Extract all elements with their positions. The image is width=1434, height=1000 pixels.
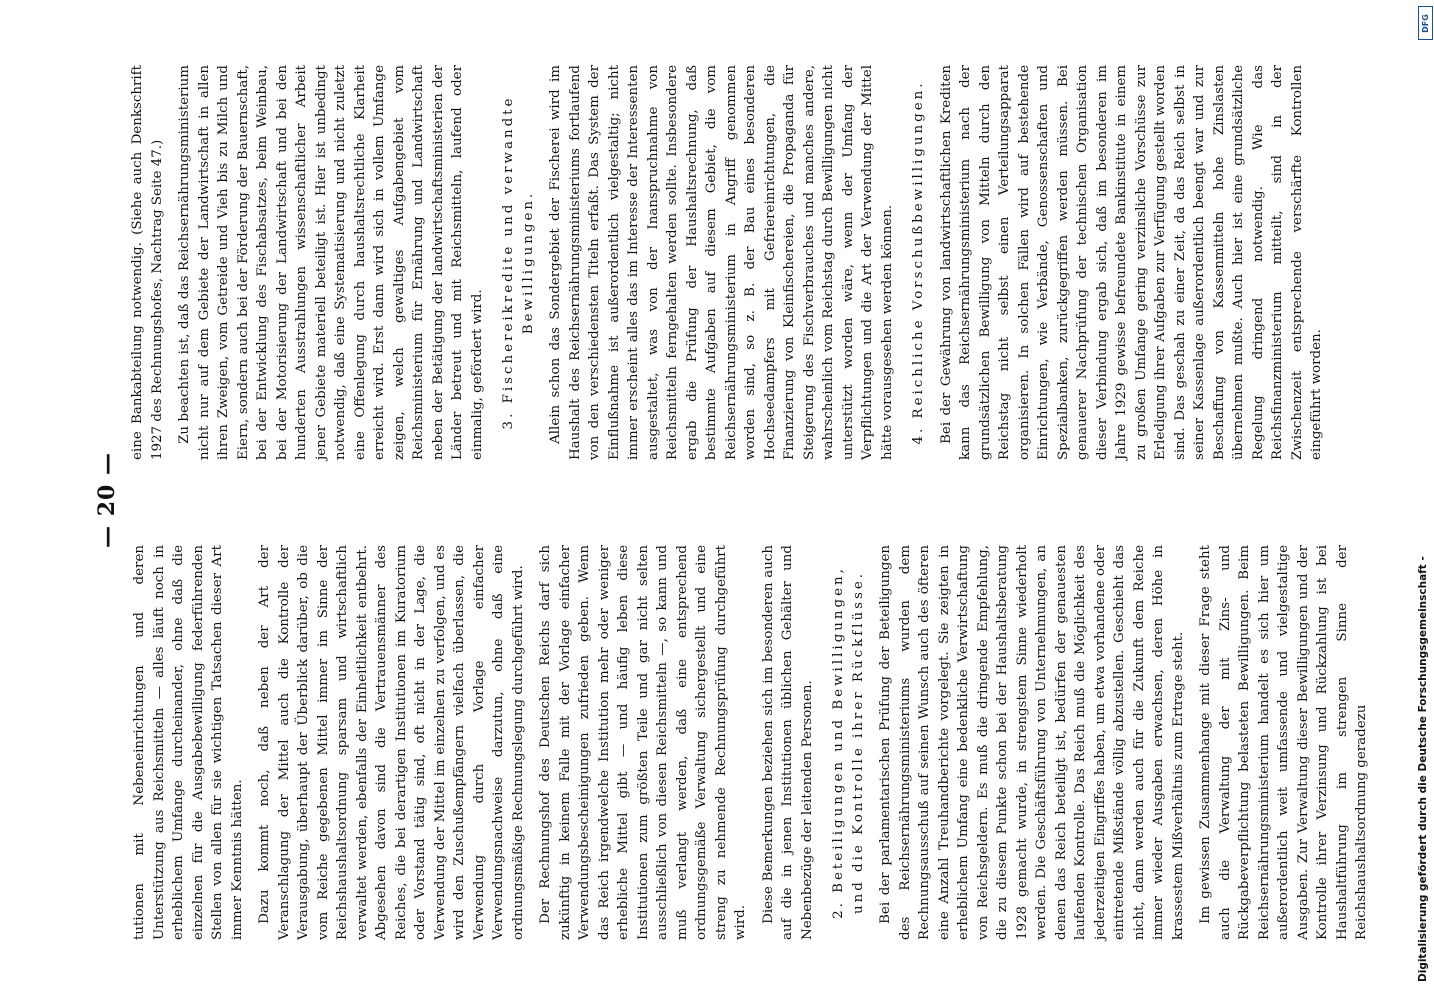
dfg-logo [1418,6,1433,40]
left-paragraph-1: tutionen mit Nebeneinrichtungen und deren Unterstützung aus Reichsmitteln — alles läuft noch in erheblichem Umfange durcheinander, ohne daß die einzelnen für die Ausgabebewilligung federführenden Stellen von allen für sie wichtigen Tatsachen dieser Art immer Kenntnis hätten. [132,545,245,940]
right-column [128,65,1335,460]
left-column [130,545,1380,940]
left-paragraph-6: Im gewissen Zusammenhange mit dieser Frage steht auch die Verwaltung der mit Zins- und Rückgabeverpflichtung belasteten Bewilligungen. Beim Reichsernährungsministerium handelt es sich hier um außerordentlich weit umfassende und vielgestaltige Ausgaben. Zur Verwaltung dieser Bewilligungen und der Kontrolle ihrer Verzinsung und Rückzahlung ist bei Haushaltführung im strengen Sinne der Reichshaushaltsordnung geradezu [1198,545,1369,940]
left-paragraph-2: Dazu kommt noch, daß neben der Art der Veranschlagung der Mittel auch die Kontrolle der Verausgabung, überhaupt der Überblick darüber, ob die vom Reiche gegebenen Mittel immer im Sinne der Reichshaushaltsordnung sparsam und wirtschaftlich verwaltet werden, ebenfalls der Einheitlichkeit entbehrt. Abgesehen davon sind die Vertrauensmänner des Reiches, die bei derartigen Institutionen im Kuratorium oder Vorstand tätig sind, oft nicht in der Lage, die Verwendung der Mittel im einzelnen zu verfolgen, und es wird den Zuschußempfängern vielfach überlassen, die Verwendung durch Vorlage einfacher Verwendungsnachweise darzutun, ohne daß eine ordnungsmäßige Rechnungslegung durchgeführt wird. [257,545,526,940]
dfg-logo-text: DFG [1421,13,1431,33]
page-number: — 20 — [94,452,120,548]
digitization-credit: Digitalisierung gefördert durch die Deutsche Forschungsgemeinschaft - [1417,556,1429,982]
right-paragraph-2: Zu beachten ist, daß das Reichsernährungsministerium nicht nur auf dem Gebiete der Landwirtschaft in allen ihren Zweigen, vom Getreide und Vieh bis zu Milch und Eiern, sondern auch bei der Förderung der Bauernschaft, bei der Entwicklung des Fischabsatzes, beim Weinbau, bei der Motorisierung der Landwirtschaft und bei den hunderten Ausstrahlungen wissenschaftlicher Arbeit jener Gebiete materiell beteiligt ist. Hier ist unbedingt notwendig, daß eine Systematisierung und nicht zuletzt eine Offenlegung durch haushaltsrechtliche Klarheit erreicht wird. Erst dann wird sich in vollem Umfange zeigen, welch gewaltiges Aufgabengebiet vom Reichsministerium für Ernährung und Landwirtschaft neben der Betätigung der landwirtschaftsministerien der Länder betreut und mit Reichsmitteln, laufend oder einmalig, gefördert wird. [177,65,485,460]
right-paragraph-1: eine Bankabteilung notwendig. (Siehe auch Denkschrift 1927 des Rechnungshofes, Nachtrag Seite 47.) [130,65,165,460]
right-paragraph-4: Bei der Gewährung von landwirtschaftlichen Krediten kann das Reichsernährungsministerium nach der grundsätzlichen Bewilligung von Mitteln durch den Reichstag nicht selbst einen Verteilungsapparat organisieren. In solchen Fällen wird auf bestehende Einrichtungen, wie Verbände, Genossenschaften und Spezialbanken, zurückgegriffen werden müssen. Bei genauerer Nachprüfung der technischen Organisation dieser Verbindung ergab sich, daß im besonderen im Jahre 1929 gewisse befreundete Bankinstitute in einem zu großen Umfange gering verzinsliche Vorschüsse zur Erledigung ihrer Aufgaben zur Verfügung gestellt worden sind. Das geschah zu einer Zeit, da das Reich selbst in seiner Kassenlage außerordentlich beengt war und zur Beschaffung von Kassenmitteln hohe Zinslasten übernehmen mußte. Auch hier ist eine grundsätzliche Regelung dringend notwendig. Wie das Reichsfinanzministerium mitteilt, sind in der Zwischenzeit entsprechende verschärfte Kontrollen eingeführt worden. [938,65,1324,460]
section-heading-3: 3. Fischereikredite und verwandte Bewilligungen. [501,95,536,430]
right-paragraph-3: Allein schon das Sondergebiet der Fischerei wird im Haushalt des Reichsernährungsministeriums fortlaufend von den verschiedensten Titeln erfaßt. Das System der Einflußnahme ist außerordentlich vielgestaltig; nicht immer erscheint alles das im Interesse der Interessenten ausgestaltet, was von der Inanspruchnahme von Reichsmitteln ferngehalten werden sollte. Insbesondere ergab die Prüfung der Haushaltsrechnung, daß bestimmte Aufgaben auf diesem Gebiet, die vom Reichsernährungsministerium in Angriff genommen worden sind, so z. B. der Bau eines besonderen Hochseedampfers mit Gefriereinrichtungen, die Finanzierung von Kleinfischereien, die Propaganda für Steigerung des Fischverbrauches und manches andere, wahrscheinlich vom Reichstag durch Bewilligungen nicht unterstützt worden wäre, wenn der Umfang der Verpflichtungen und die Art der Verwendung der Mittel hätte vorausgesehen werden können. [548,65,895,460]
left-paragraph-4: Diese Bemerkungen beziehen sich im besonderen auch auf die in jenen Institutionen üblichen Gehälter und Nebenbezüge der leitenden Personen. [760,545,815,940]
left-paragraph-5: Bei der parlamentarischen Prüfung der Beteiligungen des Reichsernährungsministeriums wurden dem Rechnungsausschuß auf seinen Wunsch auch des öfteren eine Anzahl Treuhandberichte vorgelegt. Sie zeigten in erheblichem Umfang eine bedenkliche Verwirtschaftung von Reichsgeldern. Es muß die dringende Empfehlung, die zu diesem Punkte schon bei der Haushaltsberatung 1928 gemacht wurde, in strengstem Sinne wiederholt werden. Die Geschäftsführung von Unternehmungen, an denen das Reich beteiligt ist, bedürfen der genauesten laufenden Kontrolle. Das Reich muß die Möglichkeit des jederzeitigen Eingriffes haben, um etwa vorhandene oder eintretende Mißstände völlig abzustellen. Geschieht das nicht, dann werden auch für die Zukunft dem Reiche immer wieder Ausgaben erwachsen, deren Höhe in krassestem Mißverhältnis zum Ertrage steht. [878,545,1186,940]
left-paragraph-3: Der Rechnungshof des Deutschen Reichs darf sich zukünftig in keinem Falle mit der Vorlage einfacher Verwendungsbescheinigungen zufrieden geben. Wenn das Reich irgendwelche Institution mehr oder weniger erhebliche Mittel gibt — und häufig leben diese Institutionen zum größten Teile und gar nicht selten ausschließlich von diesen Reichsmitteln —, so kann und muß verlangt werden, daß eine entsprechend ordnungsgemäße Verwaltung sichergestellt und eine streng zu nehmende Rechnungsprüfung durchgeführt wird. [538,545,748,940]
section-heading-4: 4. Reichliche Vorschußbewilligungen. [911,80,926,445]
section-heading-2: 2. Beteiligungen und Bewilligungen, und die Kontrolle ihrer Rückflüsse. [831,566,866,919]
